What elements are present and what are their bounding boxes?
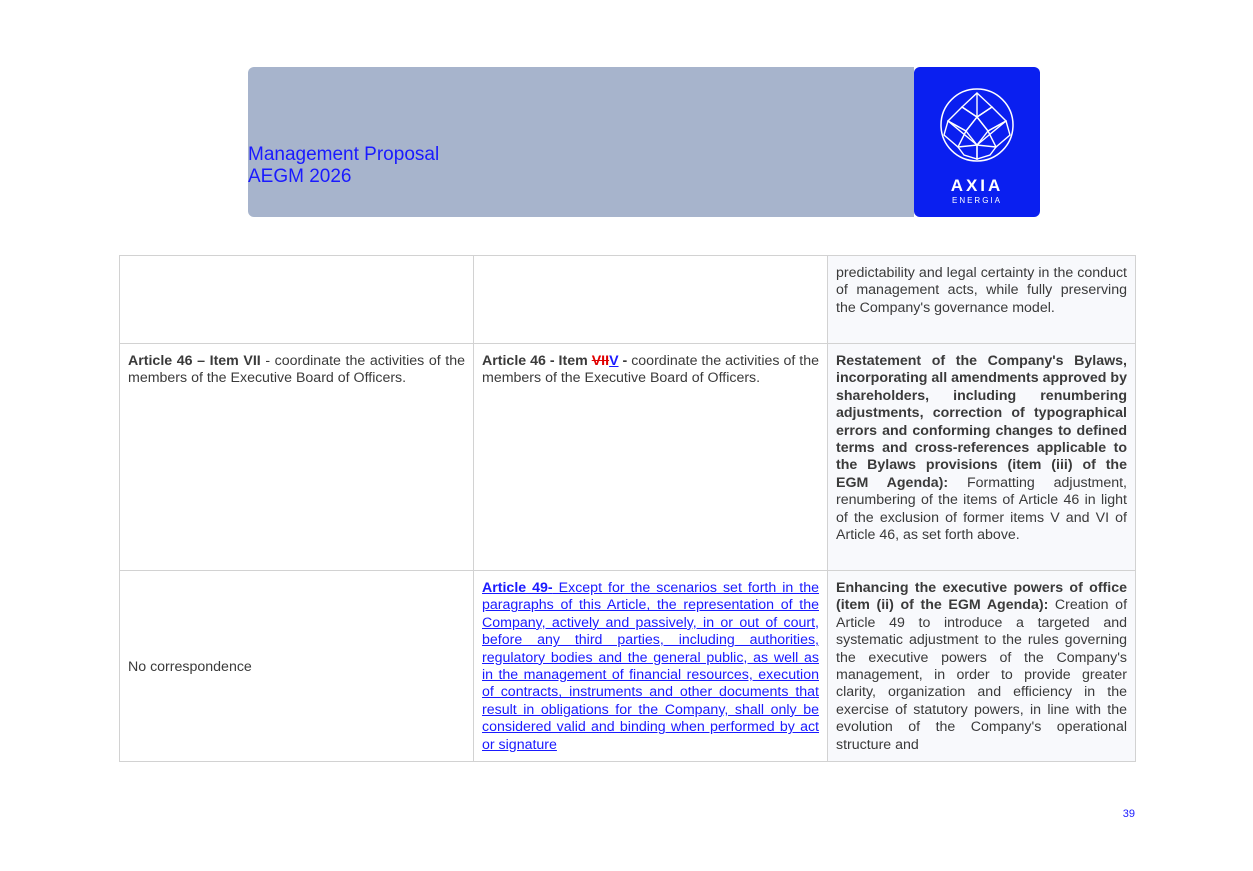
justification-heading: Enhancing the executive powers of office (item (ii) of the EGM Agenda): (836, 580, 1127, 614)
table-row (120, 344, 1136, 571)
table-cell-proposed (474, 256, 828, 344)
inserted-text: V (609, 353, 619, 369)
inserted-article-text: Except for the scenarios set forth in the paragraphs of this Article, the representation of the Company, actively and passively, in or out of court, before any third parties, including authorities, regulatory bodies and the general public, as well as in the management of financial resources, execution of contracts, instruments and other documents that result in obligations for the Company, shall only be considered valid and binding when performed by act or signature (482, 580, 819, 753)
table-row (120, 256, 1136, 344)
table-cell-current (120, 256, 474, 344)
comparison-table (119, 255, 1136, 762)
table-cell-current: No correspondence (120, 571, 474, 762)
globe-logo-icon (936, 87, 1018, 163)
article-heading: Article 46 - Item (482, 353, 592, 369)
page-number: 39 (1122, 808, 1135, 820)
table-cell-current (120, 344, 474, 571)
title-line-2: AEGM 2026 (248, 166, 352, 187)
article-text: - coordinate the activities of the members of the Executive Board of Officers. (128, 353, 465, 387)
header-band (248, 67, 914, 217)
document-title (248, 144, 439, 188)
table-cell-justification: predictability and legal certainty in the conduct of management acts, while fully preserving the Company's governance model. (828, 256, 1136, 344)
table-cell-proposed (474, 344, 828, 571)
table-row (120, 571, 1136, 762)
company-logo (914, 67, 1040, 217)
deleted-text: VII (591, 353, 610, 369)
article-heading: Article 46 – Item VII (128, 353, 261, 369)
table-cell-justification (828, 344, 1136, 571)
justification-text: Creation of Article 49 to introduce a targeted and systematic adjustment to the rules governing the executive powers of the Company's management, in order to provide greater clarity, organization and efficiency in the exercise of statutory powers, in line with the evolution of the Company's operational structure and (836, 597, 1128, 753)
title-line-1: Management Proposal (248, 144, 440, 165)
logo-subtitle: ENERGIA (951, 196, 1002, 205)
article-heading: Article 49- (482, 580, 553, 596)
logo-wordmark: AXIA (950, 176, 1004, 195)
separator-text: - (618, 353, 628, 369)
justification-heading: Restatement of the Company's Bylaws, incorporating all amendments approved by shareholders, including renumbering adjustments, correction of typographical errors and conforming changes to defined terms and cross-references applicable to the Bylaws provisions (item (iii) of the EGM Agenda): (836, 353, 1127, 491)
table-cell-justification (828, 571, 1136, 762)
table-cell-proposed (474, 571, 828, 762)
article-text: coordinate the activities of the members of the Executive Board of Officers. (482, 353, 819, 387)
justification-text: Formatting adjustment, renumbering of the items of Article 46 in light of the exclusion of former items V and VI of Article 46, as set forth above. (836, 474, 1127, 544)
